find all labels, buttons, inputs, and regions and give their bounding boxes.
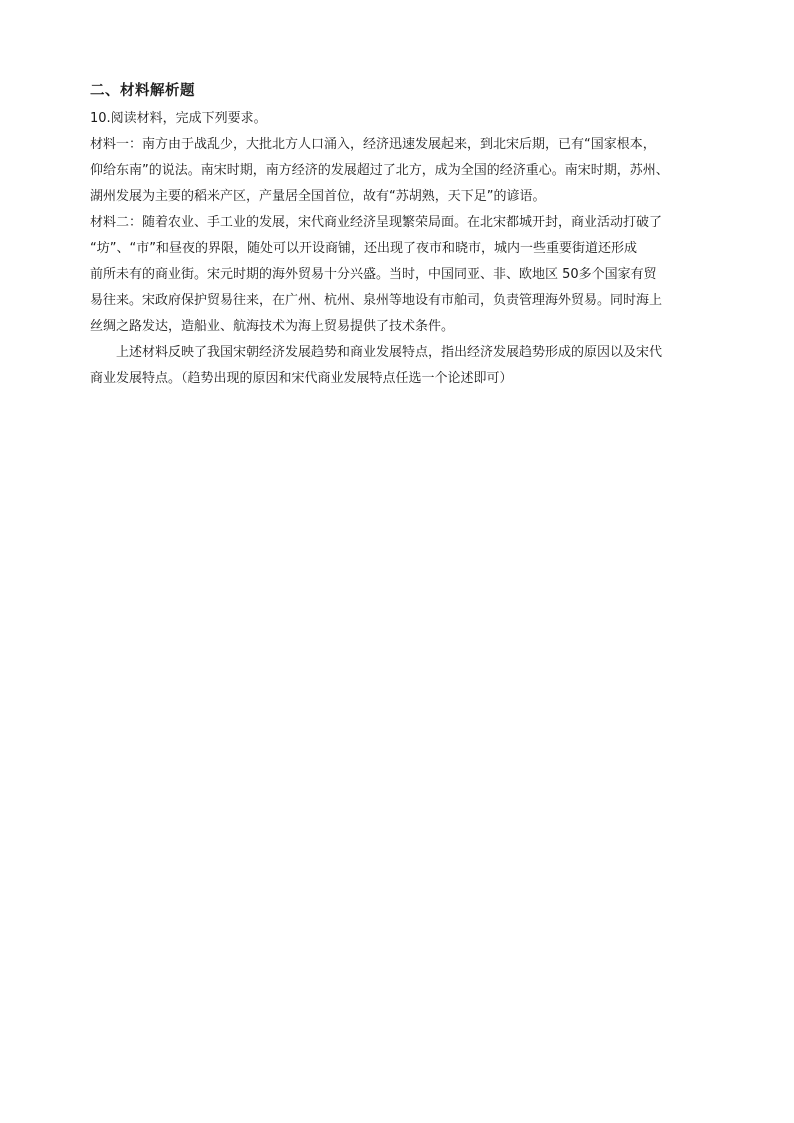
- material-one-line: 湖州发展为主要的稻米产区，产量居全国首位，故有“苏胡熟，天下足”的谚语。: [90, 189, 546, 204]
- material-two-line: 丝绸之路发达，造船业、航海技术为海上贸易提供了技术条件。: [90, 319, 455, 334]
- material-two: [90, 210, 710, 340]
- question-prompt: 10.阅读材料，完成下列要求。: [90, 111, 267, 126]
- material-one-line: 仰给东南”的说法。南宋时期，南方经济的发展超过了北方，成为全国的经济重心。南宋时期，苏州、: [90, 163, 669, 178]
- task-line: 商业发展特点。（趋势出现的原因和宋代商业发展特点任选一个论述即可）: [90, 371, 513, 386]
- material-one: [90, 132, 710, 210]
- material-two-line: 前所未有的商业街。宋元时期的海外贸易十分兴盛。当时，中国同亚、非、欧地区 50多个国家有贸: [90, 267, 657, 282]
- task-line: 上述材料反映了我国宋朝经济发展趋势和商业发展特点，指出经济发展趋势形成的原因以及宋代: [116, 345, 663, 360]
- section-title: 二、材料解析题: [90, 83, 195, 99]
- material-one-line: 材料一：南方由于战乱少，大批北方人口涌入，经济迅速发展起来，到北宋后期，已有“国家根本，: [90, 137, 656, 152]
- document-page: [90, 80, 710, 392]
- material-two-line: 材料二：随着农业、手工业的发展，宋代商业经济呈现繁荣局面。在北宋都城开封，商业活动打破了: [90, 215, 663, 230]
- material-two-line: 易往来。宋政府保护贸易往来，在广州、杭州、泉州等地设有市舶司，负责管理海外贸易。同时海上: [90, 293, 663, 308]
- material-two-line: “坊”、“市”和昼夜的界限，随处可以开设商铺，还出现了夜市和晓市，城内一些重要街道还形成: [90, 241, 637, 256]
- task-instructions: [90, 340, 710, 392]
